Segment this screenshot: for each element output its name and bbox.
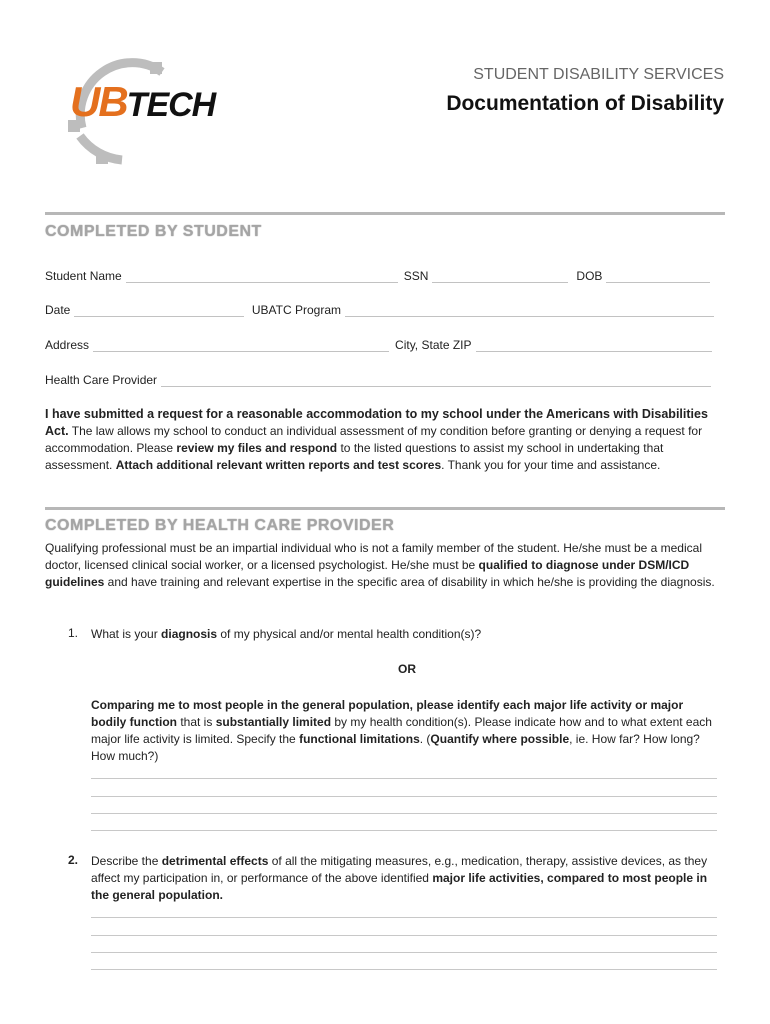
student-statement [45, 406, 721, 474]
city-state-zip-field[interactable] [476, 339, 712, 352]
date-label: Date [45, 303, 71, 317]
health-care-provider-label: Health Care Provider [45, 373, 158, 387]
comparing-bold-3: functional limitations [299, 732, 420, 746]
student-name-field[interactable] [126, 270, 398, 283]
header-subtitle: STUDENT DISABILITY SERVICES [473, 66, 724, 83]
comparing-bold-2: substantially limited [215, 715, 332, 729]
answer-line-4[interactable] [91, 830, 717, 831]
comparing-bold-1: Comparing me to most people in the general population, please identify each major life activity or major bodily function [91, 698, 684, 729]
field-row-name [45, 267, 720, 283]
dob-field[interactable] [606, 270, 710, 283]
answer-line-7[interactable] [91, 952, 717, 953]
program-label: UBATC Program [251, 303, 342, 317]
q2-text-1: Describe the [91, 854, 162, 868]
logo-ub-text: UB [70, 78, 127, 125]
intro-text-1: Qualifying professional must be an impartial individual who is not a family member of the student. He/she must be a medical doctor, licensed clinical social worker, or a licensed psychologist. He/she must be [45, 541, 702, 572]
answer-line-8[interactable] [91, 969, 717, 970]
answer-line-6[interactable] [91, 935, 717, 936]
question-1-number: 1. [68, 626, 79, 640]
q1-bold-1: diagnosis [161, 627, 218, 641]
address-field[interactable] [93, 339, 389, 352]
intro-text-2: and have training and relevant expertise in the specific area of disability in which he/she is providing the diagnosis. [104, 575, 715, 589]
student-name-label: Student Name [45, 269, 122, 283]
section-divider [45, 212, 725, 215]
or-separator: OR [398, 662, 416, 676]
ssn-label: SSN [403, 269, 429, 283]
provider-intro [45, 540, 721, 591]
comparing-text-4: , ie. How far? How long? How much?) [91, 732, 700, 763]
q2-bold-1: detrimental effects [161, 854, 269, 868]
statement-text-3: . Thank you for your time and assistance. [441, 458, 661, 472]
q1-text-1: What is your [91, 627, 162, 641]
comparing-bold-4: Quantify where possible [430, 732, 570, 746]
q1-text-2: of my physical and/or mental health condition(s)? [217, 627, 482, 641]
logo-tech-text: TECH [126, 86, 216, 124]
statement-bold-3: Attach additional relevant written reports and test scores [115, 458, 442, 472]
answer-line-3[interactable] [91, 813, 717, 814]
comparing-text-2: by my health condition(s). Please indicate how and to what extent each major life activity is limited. Specify the [91, 715, 712, 746]
intro-bold-1: qualified to diagnose under DSM/ICD guidelines [45, 558, 690, 589]
page-title: Documentation of Disability [446, 92, 724, 115]
ssn-field[interactable] [432, 270, 568, 283]
comparing-text-1: that is [177, 715, 216, 729]
field-row-date [45, 301, 720, 317]
question-2-text [91, 853, 719, 904]
provider-section-heading: COMPLETED BY HEALTH CARE PROVIDER [45, 517, 395, 534]
statement-text-1: The law allows my school to conduct an individual assessment of my condition before granting or denying a request for accommodation. Please [45, 424, 703, 455]
health-care-provider-field[interactable] [161, 374, 711, 387]
dob-label: DOB [576, 269, 603, 283]
logo-wordmark [70, 78, 215, 126]
q2-text-2: of all the mitigating measures, e.g., medication, therapy, assistive devices, as they affect my participation in, or performance of the above identified [91, 854, 708, 885]
field-row-address [45, 336, 720, 352]
statement-text-2: to the listed questions to assist my school in undertaking that assessment. [45, 441, 664, 472]
statement-bold-1: I have submitted a request for a reasonable accommodation to my school under the Americans with Disabilities Act. [45, 407, 708, 438]
comparing-text-3: . ( [419, 732, 431, 746]
student-section-heading: COMPLETED BY STUDENT [45, 223, 262, 240]
address-label: Address [45, 338, 90, 352]
statement-bold-2: review my files and respond [176, 441, 338, 455]
answer-line-5[interactable] [91, 917, 717, 918]
program-field[interactable] [345, 304, 714, 317]
answer-line-2[interactable] [91, 796, 717, 797]
date-field[interactable] [74, 304, 244, 317]
section-divider [45, 507, 725, 510]
answer-line-1[interactable] [91, 778, 717, 779]
city-state-zip-label: City, State ZIP [395, 338, 472, 352]
question-1-text [91, 626, 717, 643]
q2-bold-2: major life activities, compared to most people in the general population. [91, 871, 708, 902]
ubtech-logo [62, 58, 222, 166]
comparing-text [91, 697, 721, 765]
field-row-provider [45, 371, 720, 387]
question-2-number: 2. [68, 853, 79, 867]
